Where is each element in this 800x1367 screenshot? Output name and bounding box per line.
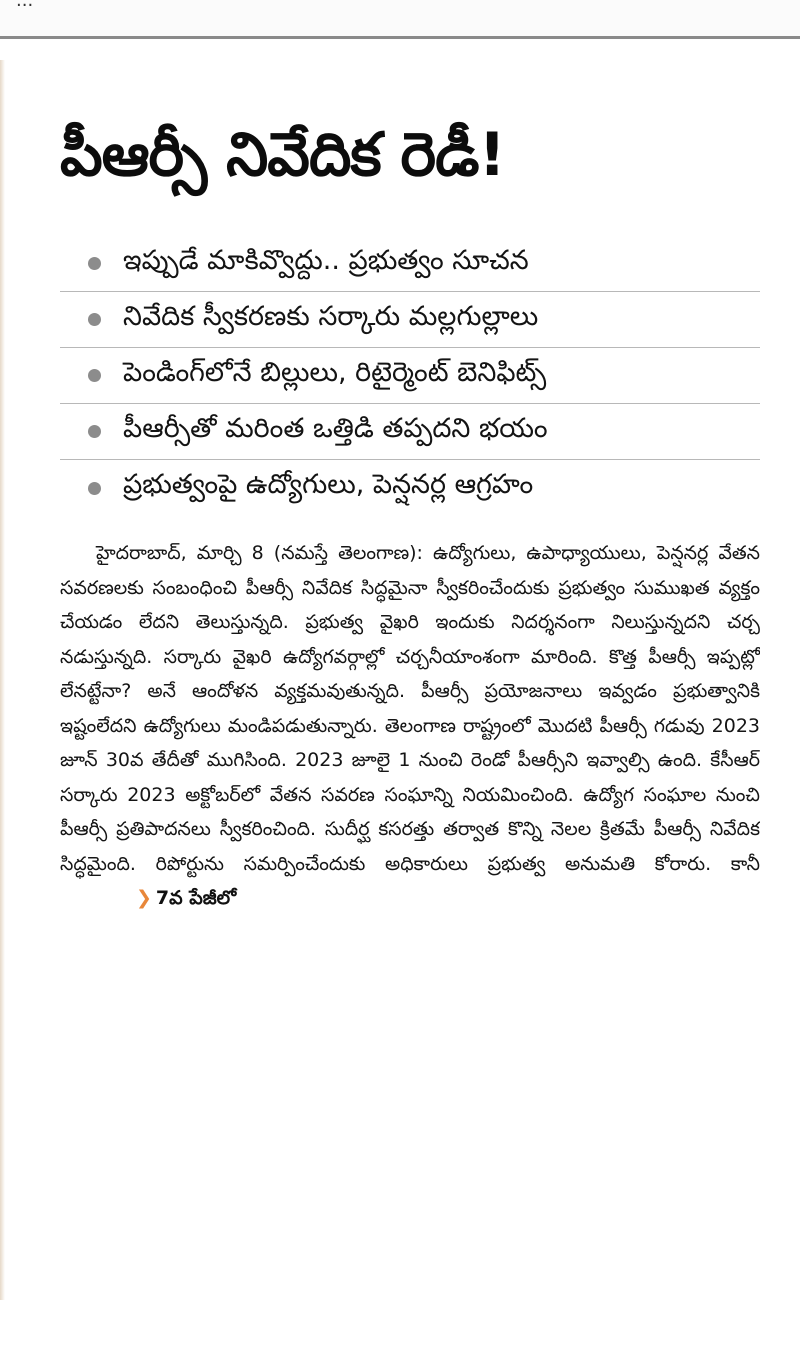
bullet-dot-icon (88, 369, 101, 382)
continued-on-page-link[interactable] (100, 881, 236, 916)
bullet-item (60, 292, 760, 348)
article-headline: పీఆర్సీ నివేదిక రెడీ! (60, 120, 505, 190)
page-edge-shadow (0, 60, 5, 1300)
continuation-label: 7వ పేజీలో (155, 887, 237, 909)
bullet-item (60, 460, 760, 516)
bullet-dot-icon (88, 313, 101, 326)
bullet-item (60, 236, 760, 292)
article-body (60, 536, 760, 916)
bullet-text: ఇప్పుడే మాకివ్వొద్దు.. ప్రభుత్వం సూచన (123, 244, 529, 276)
header-rule (0, 36, 800, 39)
bullet-item (60, 404, 760, 460)
bullet-dot-icon (88, 257, 101, 270)
highlight-bullets (60, 236, 760, 516)
news-article (60, 80, 760, 1310)
continuation-arrow-icon: ❯ (136, 887, 152, 909)
bullet-text: పీఆర్సీతో మరింత ఒత్తిడి తప్పదని భయం (123, 412, 548, 444)
clipped-header-strip (0, 0, 800, 38)
bullet-item (60, 348, 760, 404)
bullet-text: పెండింగ్‌లోనే బిల్లులు, రిటైర్మెంట్ బెనిఫిట్స్ (123, 356, 547, 388)
bullet-text: ప్రభుత్వంపై ఉద్యోగులు, పెన్షనర్ల ఆగ్రహం (123, 469, 534, 500)
article-body-text: హైదరాబాద్, మార్చి 8 (నమస్తే తెలంగాణ): ఉద్యోగులు, ఉపాధ్యాయులు, పెన్షనర్ల వేతన సవరణలకు సంబంధించి పీఆర్సీ నివేదిక సిద్ధమైనా స్వీకరించేందుకు ప్రభుత్వం సుముఖత వ్యక్తం చేయడం లేదని తెలుస్తున్నది. ప్రభుత్వ వైఖరి ఇందుకు నిదర్శనంగా నిలుస్తున్నదని చర్చ నడుస్తున్నది. సర్కారు వైఖరి ఉద్యోగవర్గాల్లో చర్చనీయాంశంగా మారింది. కొత్త పీఆర్సీ ఇప్పట్లో లేనట్టేనా? అనే ఆందోళన వ్యక్తమవుతున్నది. పీఆర్సీ ప్రయోజనాలు ఇవ్వడం ప్రభుత్వానికి ఇష్టంలేదని ఉద్యోగులు మండిపడుతున్నారు. తెలంగాణ రాష్ట్రంలో మొదటి పీఆర్సీ గడువు 2023 జూన్ 30వ తేదీతో ముగిసింది. 2023 జూలై 1 నుంచి రెండో పీఆర్సీని ఇవ్వాల్సి ఉంది. కేసీఆర్ సర్కారు 2023 అక్టోబర్‌లో వేతన సవరణ సంఘాన్ని నియమించింది. ఉద్యోగ సంఘాల నుంచి పీఆర్సీ ప్రతిపాదనలు స్వీకరించింది. సుదీర్ఘ కసరత్తు తర్వాత కొన్ని నెలల క్రితమే పీఆర్సీ నివేదిక సిద్ధమైంది. రిపోర్టును సమర్పించేందుకు అధికారులు ప్రభుత్వ అనుమతి కోరారు. కానీ (60, 542, 760, 875)
bullet-dot-icon (88, 425, 101, 438)
bullet-text: నివేదిక స్వీకరణకు సర్కారు మల్లగుల్లాలు (123, 300, 539, 332)
clipped-header-text: ... (16, 0, 34, 11)
bullet-dot-icon (88, 482, 101, 495)
